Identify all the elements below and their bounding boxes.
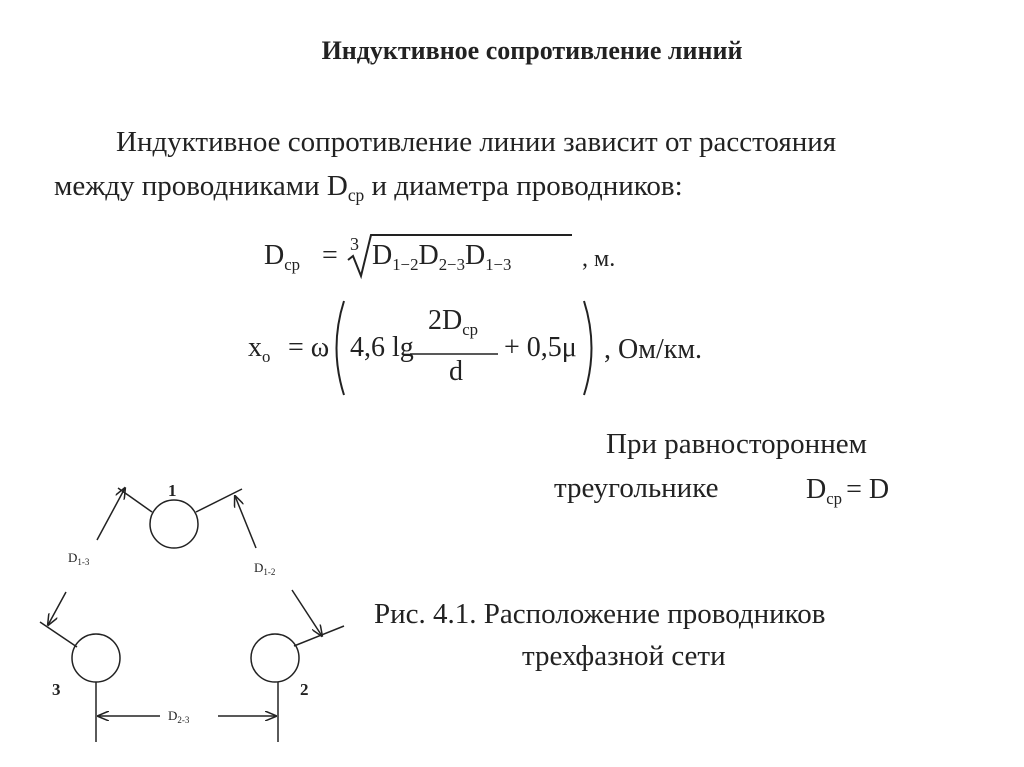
paragraph-line-2-start: между проводниками D <box>54 170 348 202</box>
radicand-d1: D <box>372 240 393 271</box>
formula-xo-x: x <box>248 332 262 363</box>
extension-line-3a <box>40 622 77 647</box>
dimension-arrow-d12-top <box>235 496 256 548</box>
paragraph-dcp-subscript: ср <box>347 185 365 206</box>
label-d23-sub: 2-3 <box>177 715 190 725</box>
radicand-d2: D <box>418 240 439 271</box>
label-d13-sub: 1-3 <box>77 557 90 567</box>
conductor-3-circle <box>72 634 120 682</box>
paragraph-line-1: Индуктивное сопротивление линии зависит от расстояния <box>116 126 837 158</box>
fraction-numerator <box>428 305 478 340</box>
equilateral-line-1: При равностороннем <box>606 428 867 460</box>
root-index: 3 <box>350 234 359 254</box>
conductor-2-circle <box>251 634 299 682</box>
formula-xo-unit: , Ом/км. <box>604 334 703 365</box>
formula-xo-coef: 4,6 lg <box>350 332 414 363</box>
conductor-1-circle <box>150 500 198 548</box>
radicand-d3-sub: 1−3 <box>485 254 512 274</box>
equilateral-line-2: треугольнике <box>554 472 719 504</box>
formula-dcp-equals: = <box>322 240 338 271</box>
figure-caption-line-1: Рис. 4.1. Расположение проводников <box>374 598 826 630</box>
node-2-label: 2 <box>300 680 309 699</box>
formula-dcp-unit: , м. <box>582 246 616 272</box>
formula-xo-equals-omega: = ω <box>288 332 330 363</box>
dimension-arrow-d12 <box>292 590 322 636</box>
label-d12: $D_{1-2}$ <box>254 560 276 577</box>
formula-dcp-lhs: D <box>264 240 285 271</box>
dimension-arrow-d13-top <box>97 488 125 540</box>
bracket-right-icon <box>580 298 602 398</box>
node-3-label: 3 <box>52 680 61 699</box>
radicand <box>372 240 511 275</box>
equilateral-formula <box>806 474 889 509</box>
fraction-denominator: d <box>449 356 463 387</box>
formula-dcp <box>264 240 300 275</box>
extension-line-2a <box>294 626 344 646</box>
radicand-d2-sub: 2−3 <box>438 254 465 274</box>
extension-line-1b <box>196 489 242 512</box>
formula-dcp-lhs-sub: ср <box>284 254 301 274</box>
bracket-left-icon <box>326 298 348 398</box>
label-d13: $D_{1-3}$ <box>68 550 90 567</box>
equilateral-formula-sub: ср <box>826 488 843 508</box>
formula-xo-sub: o <box>262 346 271 366</box>
paragraph-line-2-end: и диаметра проводников: <box>364 170 683 202</box>
intro-paragraph <box>54 120 994 217</box>
radicand-d3: D <box>464 240 486 271</box>
conductor-diagram <box>20 470 360 760</box>
numerator-sub: ср <box>462 319 479 339</box>
figure-caption-line-2: трехфазной сети <box>522 640 726 672</box>
label-d23: $D_{2-3}$ <box>168 708 190 725</box>
node-1-label: 1 <box>168 481 177 500</box>
formula-xo-plus: + 0,5μ <box>504 332 577 363</box>
page-title: Индуктивное сопротивление линий <box>321 36 743 65</box>
formula-xo-lhs <box>248 332 270 367</box>
equilateral-formula-d: D <box>806 474 827 505</box>
numerator-2d: 2D <box>428 305 463 336</box>
dimension-arrow-d13 <box>48 592 66 625</box>
label-d12-sub: 1-2 <box>263 567 276 577</box>
equilateral-formula-rhs: = D <box>846 474 890 505</box>
radicand-d1-sub: 1−2 <box>392 254 419 274</box>
